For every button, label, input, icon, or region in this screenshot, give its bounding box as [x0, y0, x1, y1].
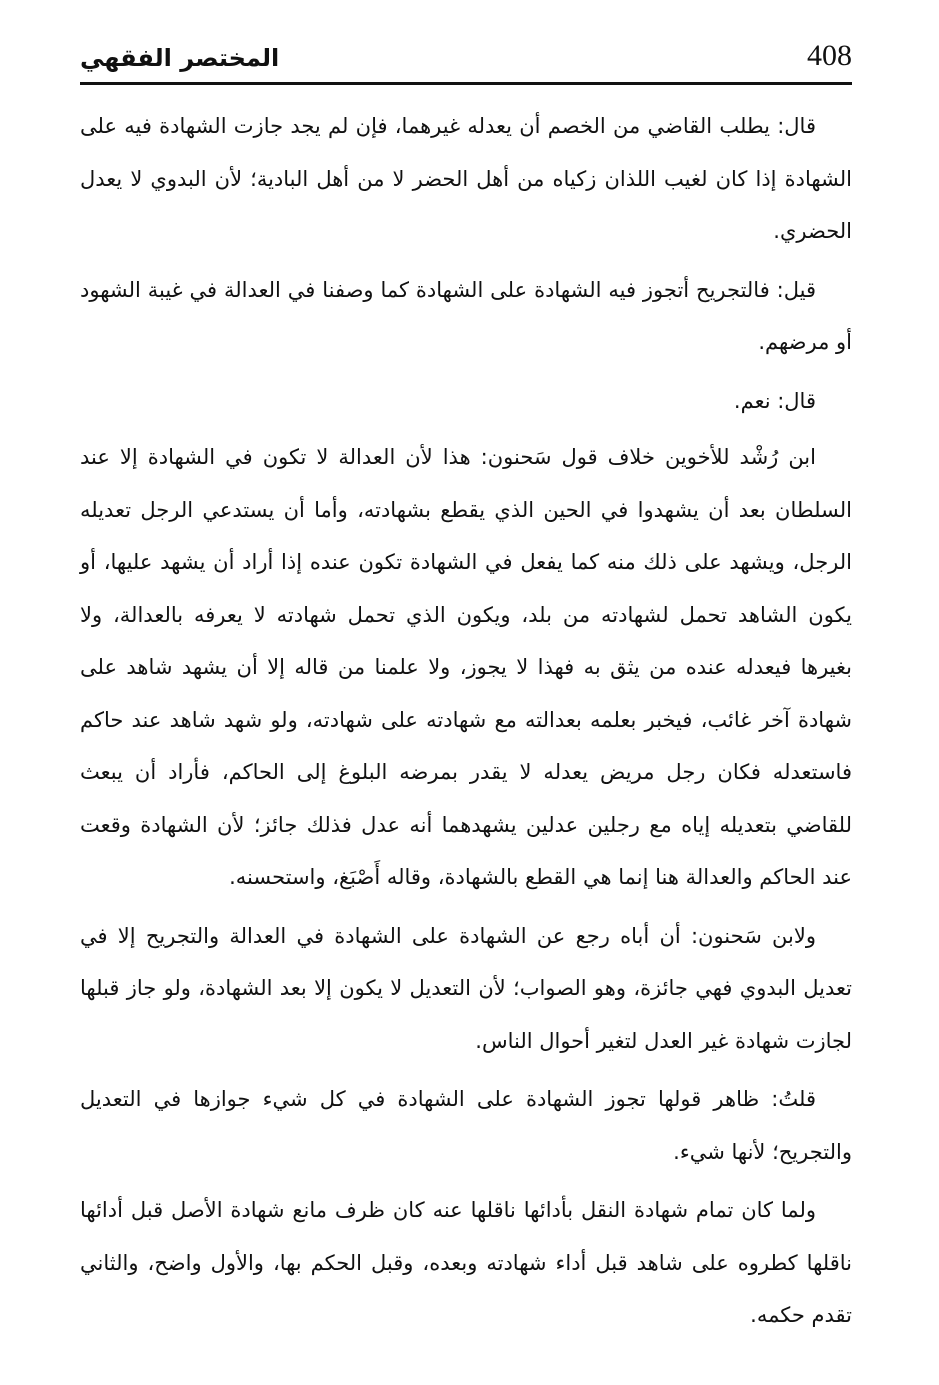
page-header — [80, 36, 852, 85]
paragraph: قيل: فالتجريح أتجوز فيه الشهادة على الشهادة كما وصفنا في العدالة في غيبة الشهود أو مرضهم. — [80, 277, 852, 354]
page-body — [80, 100, 852, 1348]
running-title: المختصر الفقهي — [80, 44, 280, 72]
paragraph: ولابن سَحنون: أن أباه رجع عن الشهادة على الشهادة في العدالة والتجريح إلا في تعديل البدوي فهي جائزة، وهو الصواب؛ لأن التعديل لا يكون إلا بعد الشهادة، ولو جاز قبلها لجازت شهادة غير العدل لتغير أحوال الناس. — [80, 923, 852, 1053]
paragraph: قال: نعم. — [733, 388, 816, 413]
paragraph: ولما كان تمام شهادة النقل بأدائها ناقلها عنه كان ظرف مانع شهادة الأصل قبل أدائها ناقلها كطروه على شاهد قبل أداء شهادته وبعده، وقبل الحكم بها، والأول واضح، والثاني تقدم حكمه. — [80, 1198, 852, 1327]
paragraph: ابن رُشْد للأخوين خلاف قول سَحنون: هذا لأن العدالة لا تكون في الشهادة إلا عند السلطان بعد أن يشهدوا في الحين الذي يقطع بشهادته، وأما أن يستدعي الرجل تعديله الرجل، ويشهد على ذلك منه كما يفعل في الشهادة تكون عنده إذا أراد أن يشهد عليها، أو يكون الشاهد تحمل لشهادته من بلد، ويكون الذي تحمل شهادته لا يعرفه بالعدالة، ولا بغيرها فيعدله عنده من يثق به فهذا لا يجوز، ولا علمنا من قاله إلا أن يشهد شاهد على شهادة آخر غائب، فيخبر بعلمه بعدالته مع شهادته على شهادته، ولو شهد شاهد عند حاكم فاستعدله فكان رجل مريض يعدله لا يقدر بمرضه البلوغ إلى الحاكم، فأراد أن يبعث للقاضي بتعديله إياه مع رجلين عدلين يشهدهما أنه عدل فذلك جائز؛ لأن الشهادة وقعت عند الحاكم والعدالة هنا إنما هي القطع بالشهادة، وقاله أَصْبَغ، واستحسنه. — [80, 445, 852, 889]
paragraph: قال: يطلب القاضي من الخصم أن يعدله غيرهما، فإن لم يجد جازت الشهادة فيه على الشهادة إذا كان لغيب اللذان زكياه من أهل الحضر لا من أهل البادية؛ لأن البدوي لا يعدل الحضري. — [80, 114, 852, 243]
paragraph: قلتُ: ظاهر قولها تجوز الشهادة على الشهادة في كل شيء جوازها في التعديل والتجريح؛ لأنها شيء. — [80, 1087, 852, 1164]
page-number: 408 — [807, 39, 852, 72]
